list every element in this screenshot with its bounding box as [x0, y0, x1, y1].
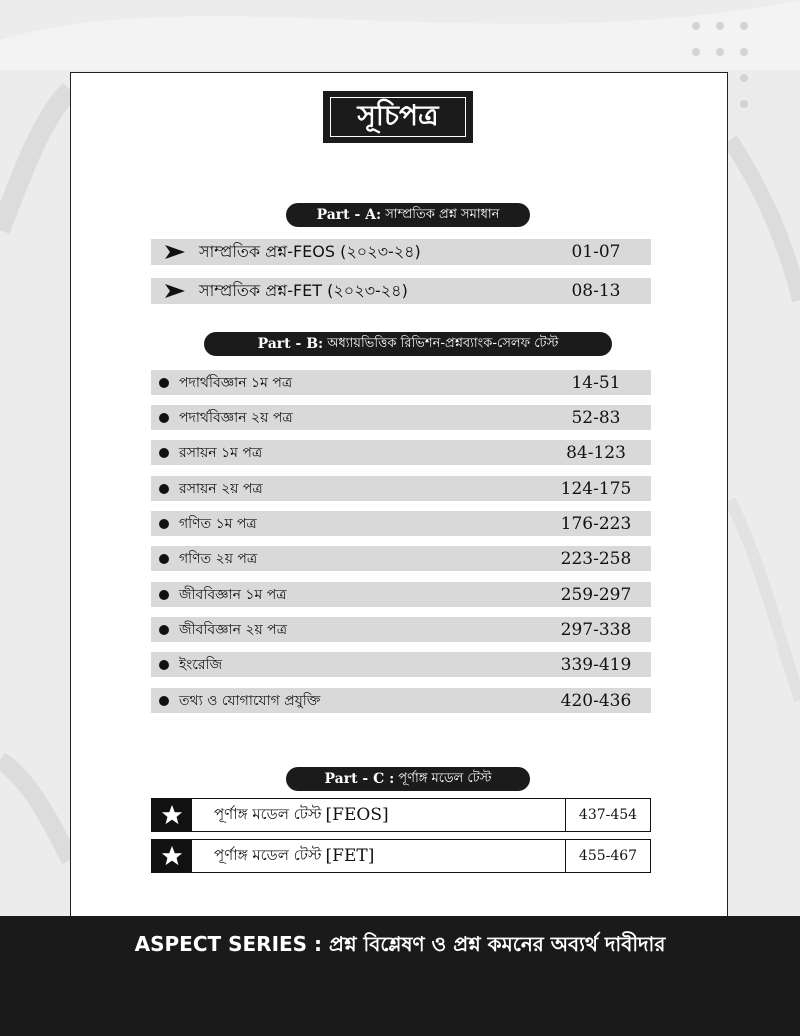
star-icon	[152, 799, 192, 831]
item-pages: 14-51	[571, 372, 621, 393]
item-pages: 420-436	[560, 690, 632, 711]
item-pages: 223-258	[560, 548, 632, 569]
item-label: ইংরেজি	[179, 656, 223, 673]
bullet-icon	[159, 554, 169, 564]
bullet-icon	[159, 519, 169, 529]
item-label: গণিত ২য় পত্র	[179, 550, 258, 567]
part-b-desc: অধ্যায়ভিত্তিক রিভিশন-প্রশ্নব্যাংক-সেলফ টেস্ট	[327, 335, 559, 351]
item-label: পূর্ণাঙ্গ মডেল টেস্ট [FEOS]	[192, 799, 566, 831]
item-label: পদার্থবিজ্ঞান ১ম পত্র	[179, 374, 293, 391]
series-name: ASPECT SERIES :	[134, 932, 323, 956]
bullet-icon	[159, 413, 169, 423]
item-pages: 455-467	[578, 848, 638, 864]
item-pages: 297-338	[560, 619, 632, 640]
list-item[interactable]	[151, 839, 651, 873]
item-pages: 437-454	[578, 807, 638, 823]
bullet-icon	[159, 590, 169, 600]
item-label: তথ্য ও যোগাযোগ প্রযুক্তি	[179, 692, 321, 709]
item-pages: 08-13	[571, 281, 621, 301]
item-label: পদার্থবিজ্ঞান ২য় পত্র	[179, 409, 293, 426]
part-a-label: Part - A:	[316, 207, 382, 223]
part-c-desc: পূর্ণাঙ্গ মডেল টেস্ট	[398, 770, 492, 786]
list-item[interactable]	[151, 405, 651, 430]
item-label: জীববিজ্ঞান ২য় পত্র	[179, 621, 287, 638]
item-pages: 84-123	[566, 442, 626, 463]
part-c-label: Part - C :	[324, 771, 395, 787]
list-item[interactable]	[151, 440, 651, 465]
item-pages: 124-175	[560, 478, 632, 499]
item-label: রসায়ন ১ম পত্র	[179, 444, 263, 461]
bullet-icon	[159, 696, 169, 706]
bullet-icon	[159, 484, 169, 494]
arrow-icon	[151, 284, 199, 298]
item-label: জীববিজ্ঞান ১ম পত্র	[179, 586, 287, 603]
bullet-icon	[159, 660, 169, 670]
item-label: পূর্ণাঙ্গ মডেল টেস্ট [FET]	[192, 840, 566, 872]
item-pages: 176-223	[560, 513, 632, 534]
list-item[interactable]	[151, 798, 651, 832]
item-label: রসায়ন ২য় পত্র	[179, 480, 263, 497]
item-label: গণিত ১ম পত্র	[179, 515, 257, 532]
item-pages: 52-83	[571, 407, 621, 428]
list-item[interactable]	[151, 511, 651, 536]
list-item[interactable]	[151, 476, 651, 501]
part-b-label: Part - B:	[257, 336, 324, 352]
series-tagline: প্রশ্ন বিশ্লেষণ ও প্রশ্ন কমনের অব্যর্থ দাবীদার	[329, 932, 666, 956]
bullet-icon	[159, 448, 169, 458]
item-label: সাম্প্রতিক প্রশ্ন-FEOS (২০২৩-২৪)	[199, 241, 421, 261]
list-item[interactable]	[151, 546, 651, 571]
list-item[interactable]	[151, 239, 651, 265]
item-pages: 01-07	[571, 242, 621, 262]
part-c-heading	[286, 767, 530, 791]
star-icon	[152, 840, 192, 872]
list-item[interactable]	[151, 617, 651, 642]
footer-banner	[0, 916, 800, 1036]
list-item[interactable]	[151, 582, 651, 607]
footer-text	[0, 930, 800, 963]
part-b-heading	[204, 332, 612, 356]
arrow-icon	[151, 245, 199, 259]
part-a-heading	[286, 203, 530, 227]
list-item[interactable]	[151, 688, 651, 713]
item-pages: 339-419	[560, 654, 632, 675]
item-pages: 259-297	[560, 584, 632, 605]
list-item[interactable]	[151, 652, 651, 677]
page-title: সূচিপত্র	[323, 91, 473, 143]
list-item[interactable]	[151, 278, 651, 304]
bullet-icon	[159, 378, 169, 388]
item-label: সাম্প্রতিক প্রশ্ন-FET (২০২৩-২৪)	[199, 280, 408, 300]
contents-page	[70, 72, 728, 918]
bullet-icon	[159, 625, 169, 635]
list-item[interactable]	[151, 370, 651, 395]
part-a-desc: সাম্প্রতিক প্রশ্ন সমাধান	[385, 206, 500, 222]
